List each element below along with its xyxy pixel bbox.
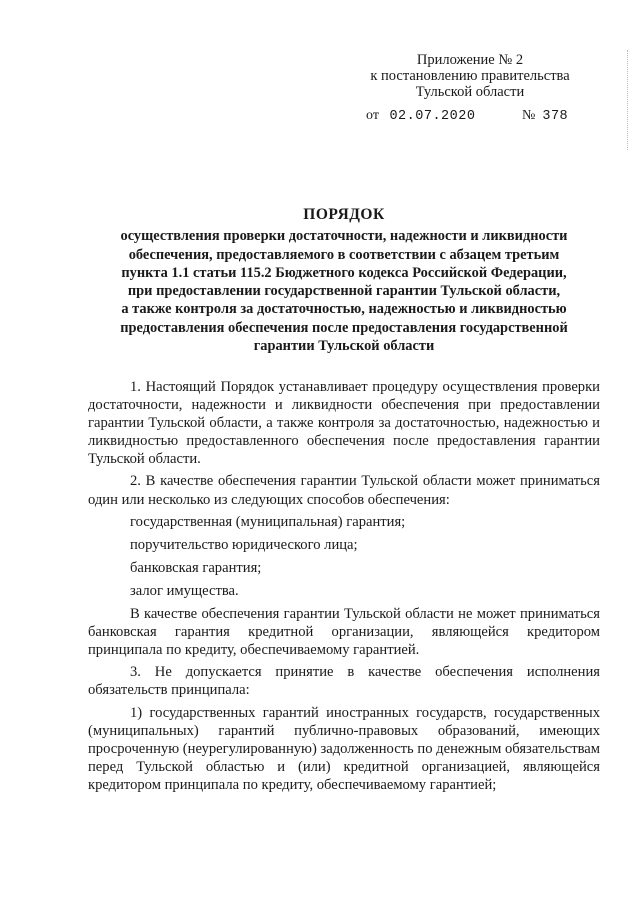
paragraph-1: 1. Настоящий Порядок устанавливает процедуру осуществления проверки достаточности, надежности и ликвидности обеспечения при предоставлении гарантии Тульской области, а также контроля за достаточностью, надежностью и ликвидностью предоставленного обеспечения после предоставления гарантии Тульской области. xyxy=(88,379,600,468)
title-line: пункта 1.1 статьи 115.2 Бюджетного кодекса Российской Федерации, xyxy=(121,264,567,281)
title-line: осуществления проверки достаточности, надежности и ликвидности xyxy=(120,228,568,245)
list-item: залог имущества. xyxy=(130,582,239,599)
appendix-line: Приложение № 2 xyxy=(416,52,524,68)
paragraph-5: 1) государственных гарантий иностранных государств, государственных (муниципальных) гарантий публично-правовых образований, имеющих просроченную (неурегулированную) задолженность по денежным обязательствам перед Тульской областью и (или) кредитной организацией, являющейся кредитором принципала по кредиту, обеспечиваемому гарантией; xyxy=(88,704,600,793)
title-line: обеспечения, предоставляемого в соответствии с абзацем третьим xyxy=(128,246,560,263)
number-label: № xyxy=(522,108,536,123)
appendix-line: Тульской области xyxy=(415,84,525,100)
list-item: государственная (муниципальная) гарантия; xyxy=(130,513,406,530)
date-value: 02.07.2020 xyxy=(389,109,476,124)
title-line: при предоставлении государственной гарантии Тульской области, xyxy=(127,283,561,300)
document-body xyxy=(88,378,600,798)
list-item: поручительство юридического лица; xyxy=(130,536,358,553)
document-title xyxy=(88,206,600,355)
scan-margin-artifact xyxy=(627,50,632,150)
registration-number xyxy=(522,108,568,124)
paragraph-3: В качестве обеспечения гарантии Тульской области не может приниматься банковская гарантия кредитной организации, являющейся кредитором принципала по кредиту, обеспечиваемому гарантией. xyxy=(88,606,600,659)
paragraph-4: 3. Не допускается принятие в качестве обеспечения исполнения обязательств принципала: xyxy=(88,664,600,699)
title-main: ПОРЯДОК xyxy=(303,206,385,223)
title-line: предоставления обеспечения после предоставления государственной xyxy=(120,319,568,336)
title-line: а также контроля за достаточностью, надежностью и ликвидностью xyxy=(121,301,567,318)
paragraph-2: 2. В качестве обеспечения гарантии Тульской области может приниматься один или несколько из следующих способов обеспечения: xyxy=(88,473,600,508)
appendix-header xyxy=(350,52,590,100)
appendix-line: к постановлению правительства xyxy=(370,68,570,84)
from-label: от xyxy=(366,108,379,123)
registration-date xyxy=(366,108,475,124)
title-line: гарантии Тульской области xyxy=(253,338,435,355)
list-item: банковская гарантия; xyxy=(130,559,262,576)
number-value: 378 xyxy=(542,109,569,124)
